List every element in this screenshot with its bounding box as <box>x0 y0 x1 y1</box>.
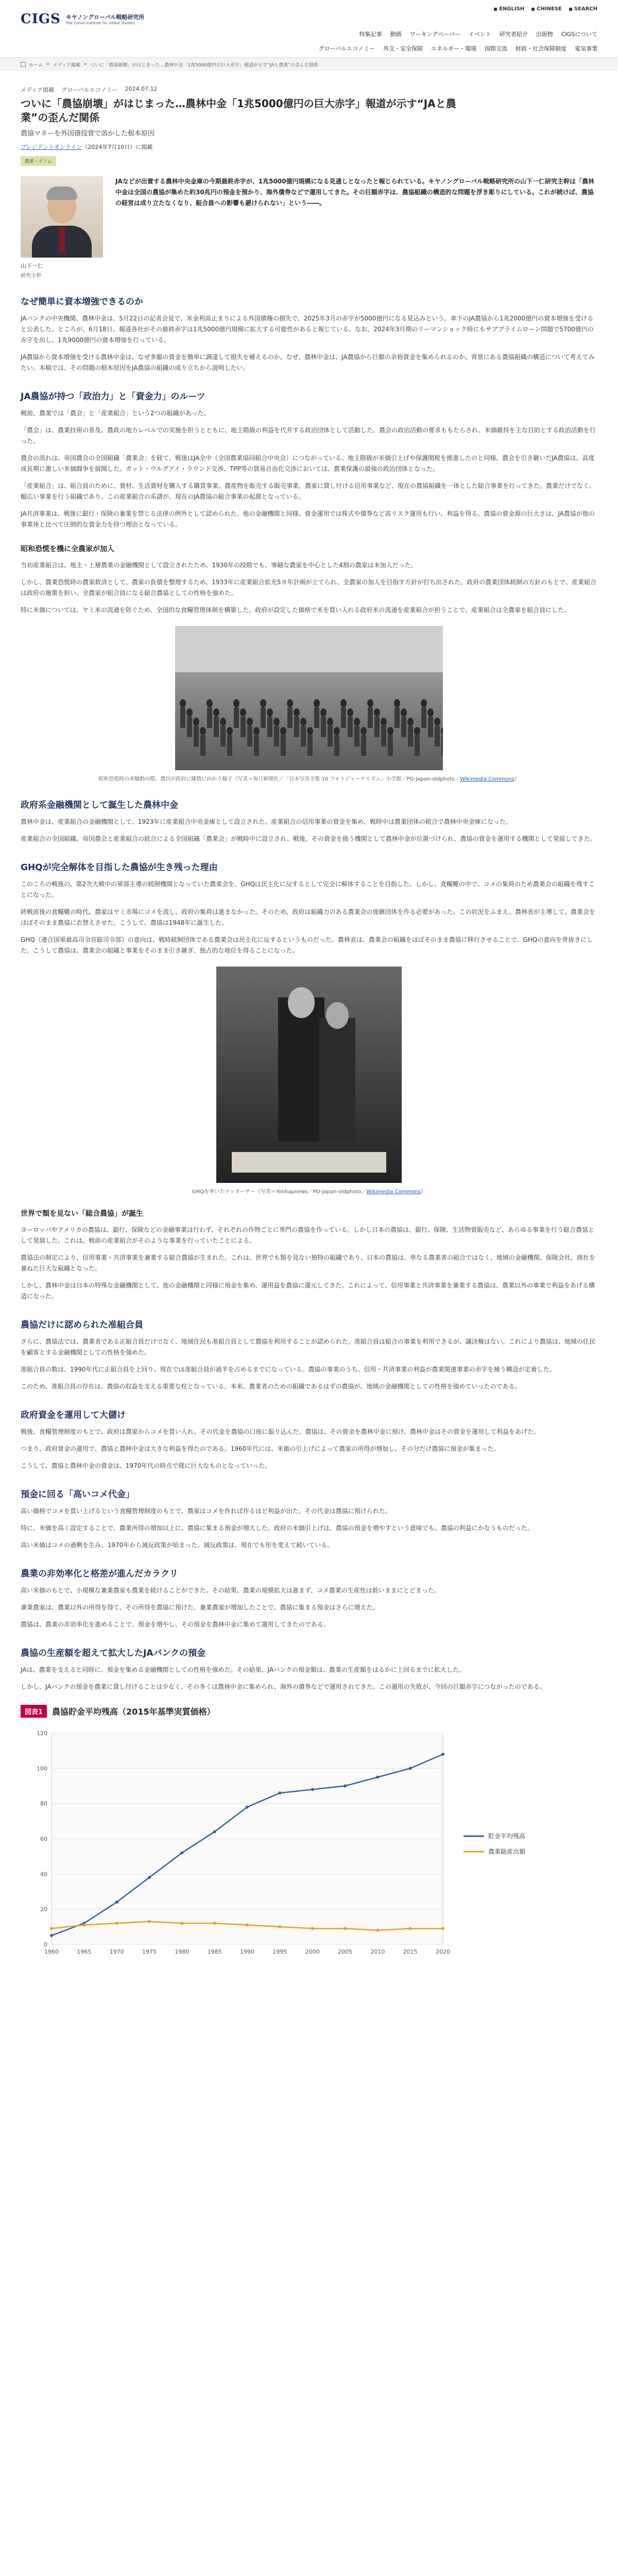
subsection-heading: 昭和恐慌を機に全農家が加入 <box>21 545 114 553</box>
paragraph: 産業組合の全国組織、帝国農会と産業組合の統合による全国組織「農業会」が戦時中に設立され、戦後、その資金を扱う機関として農林中金が位置づけられ、農協の資金を運用する機関として発展してきた。 <box>21 835 596 842</box>
author-role: 研究主幹 <box>21 273 41 279</box>
site-logo[interactable] <box>21 11 144 27</box>
paragraph: ヨーロッパやアメリカの農協は、銀行、保険などの金融事業は行わず、それぞれの作物ごとに専門の農協を作っている。しかし日本の農協は、銀行、保険、生活物資販売など、あらゆる事業を行う総合農協として発展した。これは、戦前の産業組合がそのような事業を行っていたことによる。 <box>21 1226 594 1244</box>
paragraph: しかし、農業恐慌時の農家救済として、農家の負債を整理するため、1933年に産業組合拡充5カ年計画が立てられ、全農家の加入を目指す方針が打ち出された。政府の農業団体統制の方針のもとで、産業組合は政府の施策を担い、全農家が組合員になる総合農協としての性格を強めた。 <box>21 579 596 597</box>
paragraph: 准組合員の数は、1990年代に正組合員を上回り、現在では准組合員が過半を占めるまでになっている。農協の事業のうち、信用・共済事業の利益が農業関連事業の赤字を補う構造が定着した。 <box>21 1366 556 1373</box>
y-tick-label: 40 <box>40 1871 47 1878</box>
y-tick-label: 20 <box>40 1906 47 1913</box>
topic-tag[interactable]: 農業・ゲノム <box>21 156 56 166</box>
source-link[interactable]: プレジデントオンライン <box>21 144 82 150</box>
data-point <box>376 1929 379 1932</box>
figure-caption: GHQを率いたマッカーサー（写真＝Yonhapnews／PD-Japan-oldphoto／Wikimedia Commons） <box>192 1189 426 1195</box>
article-title: ついに「農協崩壊」がはじまった…農林中金「1兆5000億円の巨大赤字」報道が示す“JAと農業”の歪んだ関係 <box>21 97 456 124</box>
nav-diplomacy[interactable]: 外交・安全保障 <box>383 45 423 52</box>
section-heading: 政府系金融機関として誕生した農林中金 <box>21 800 178 810</box>
article-subtitle: 農協マネーを外国債投資で溶かした根本原因 <box>21 130 155 138</box>
paragraph: 農協は、農業の非効率化を進めることで、預金を増やし、その預金を農林中金に集めて運用してきたのである。 <box>21 1621 330 1628</box>
nav-global-economy[interactable]: グローバルエコノミー <box>318 45 375 52</box>
data-point <box>180 1851 183 1854</box>
data-point <box>82 1923 85 1926</box>
data-point <box>148 1920 151 1923</box>
data-point <box>213 1830 216 1833</box>
paragraph: 農会の流れは、帝国農会の全国組織「農業会」を経て、戦後はJA全中（全国農業協同組合中央会）につながっている。地主階級が米価引上げや保護関税を推進したのと同様、農会を引き継いだJA農協は、高度成長期に激しい米価闘争を展開した。ガット・ウルグアイ・ラウンド交渉、TPP等の貿易自由化交渉においては、農業保護の最強の政治団体となった。 <box>21 454 595 472</box>
square-icon <box>531 8 535 11</box>
section-heading: 農協だけに認められた准組合員 <box>21 1320 143 1330</box>
data-point <box>376 1775 379 1778</box>
article-section[interactable]: グローバルエコノミー <box>61 87 118 93</box>
data-point <box>278 1791 281 1794</box>
paragraph: このころの戦後の、第2次大戦中の軍部主導の統制機関となっていた農業会を、GHQは民主化に反するとして完全に解体することを目指した。しかし、食糧難の中で、コメの集荷のため農業会の組織を残すことになった。 <box>21 880 595 899</box>
breadcrumb-home[interactable]: ホーム <box>29 62 43 68</box>
data-point <box>180 1922 183 1925</box>
paragraph: JAは、農業を支えると同時に、預金を集める金融機関としての性格を強めた。その結果、JAバンクの預金額は、農業の生産額をはるかに上回るまでに拡大した。 <box>21 1666 465 1673</box>
data-point <box>278 1925 281 1928</box>
article-body <box>21 294 597 1692</box>
y-tick-label: 100 <box>37 1765 47 1772</box>
paragraph: つまり、政府資金の運用で、農協と農林中金は大きな利益を得たのである。1960年代には、米価の引上げによって農家の所得が増加し、その分だけ農協に預金が集まった。 <box>21 1445 500 1452</box>
paragraph: こうして、農協と農林中金の資金は、1970年代の時点で既に巨大なものとなっていった。 <box>21 1462 271 1469</box>
article-meta <box>21 86 597 94</box>
logo-jp: キヤノングローバル戦略研究所 <box>65 14 145 21</box>
subsection-heading: 世界で類を見ない「総合農協」が誕生 <box>21 1210 143 1218</box>
paragraph: 高い米価のもとで、小規模な兼業農家も農業を続けることができた。その結果、農業の規模拡大は進まず、コメ農業の生産性は低いままにとどまった。 <box>21 1587 440 1594</box>
paragraph: 「産業組合」は、組合員のために、資材、生活資材を購入する購買事業、農産物を販売する販売事業、農家に貸し付ける信用事業など、現在の農協組織を一体とした総合事業を行ってきた。農業だけでなく、幅広い事業を行う組織であり、この産業組合の系譜が、現在のJA農協の総合事業の起源となっている。 <box>21 482 595 500</box>
paragraph: しかし、農林中金は日本の特殊な金融機関として、他の金融機関と同様に預金を集め、運用益を農協に還元してきた。これによって、信用事業と共済事業を兼業する農協は、農業以外の事業で利益をあげる構造になった。 <box>21 1282 595 1300</box>
nav-video[interactable]: 動画 <box>390 31 402 38</box>
section-heading: 農協の生産額を超えて拡大したJAバンクの預金 <box>21 1648 206 1658</box>
y-tick-label: 120 <box>37 1730 47 1737</box>
data-point <box>409 1927 412 1930</box>
historic-photo-crowd <box>175 626 443 770</box>
y-tick-label: 0 <box>44 1941 47 1948</box>
paragraph: 「農会」は、農業技術の普及、農政の地方レベルでの実施を担うとともに、地主階級の利益を代弁する政治団体として活動した。農会の政治活動の要求ももたらされ、米価維持を主な目的とする政治活動を行った。 <box>21 427 596 445</box>
square-icon <box>494 8 497 11</box>
x-tick-label: 2000 <box>305 1948 320 1955</box>
paragraph: さらに、農協法では、農業者である正組合員だけでなく、地域住民も准組合員として農協を利用することが認められた。准組合員は組合の事業を利用できるが、議決権はない。これにより農協は、地域の住民を顧客とする金融機関としての性格を強めた。 <box>21 1338 595 1356</box>
paragraph: 戦前、農業では「農会」と「産業組合」という2つの組織があった。 <box>21 410 210 417</box>
logo-en: The Canon Institute for Global Studies <box>65 21 135 25</box>
lead-text: JAなどが出資する農林中央金庫の今期最終赤字が、1兆5000億円規模になる見通しとなったと報じられている。キヤノングローバル戦略研究所の山下一仁研究主幹は「農林中金は全国の農協が集めた約30兆円の預金を預かり、海外債券などで運用してきた。その巨額赤字は、農協組織の構造的な問題を浮き彫りにしている。これが続けば、農協の経営は成り立たなくなり、組合員への影響も避けられない」という――。 <box>115 178 594 207</box>
nav-events[interactable]: イベント <box>468 31 491 38</box>
nav-features[interactable]: 特集記事 <box>359 31 382 38</box>
x-tick-label: 1970 <box>109 1948 124 1955</box>
nav-electric[interactable]: 電気事業 <box>575 45 597 52</box>
paragraph: 農協法の制定により、信用事業・共済事業を兼業する総合農協が生まれた。これは、世界でも類を見ない独特の組織であり、日本の農協は、単なる農業者の組合ではなく、地域の金融機関、保険会社、商社を兼ねた巨大な組織となった。 <box>21 1254 595 1272</box>
paragraph: 特に、米価を高く設定することで、農業所得の増加以上に、農協に集まる預金が増大した。政府の米価引上げは、農協の預金を増やすという意味でも、農協の利益にかなうものだった。 <box>21 1524 534 1532</box>
data-point <box>344 1785 347 1788</box>
data-point <box>213 1922 216 1925</box>
data-point <box>441 1927 444 1930</box>
search-icon <box>569 8 572 11</box>
data-point <box>311 1927 314 1930</box>
y-tick-label: 80 <box>40 1800 47 1807</box>
paragraph: 当初産業組合は、地主・上層農業の金融機関として設立されたため、1930年の段階でも、零細な農家を中心とした4割の農家は未加入だった。 <box>21 562 417 569</box>
x-tick-label: 1995 <box>272 1948 287 1955</box>
article-date: 2024.07.12 <box>125 86 158 92</box>
x-tick-label: 2005 <box>338 1948 352 1955</box>
data-point <box>246 1806 249 1809</box>
nav-publications[interactable]: 出版物 <box>536 31 553 38</box>
nav-energy[interactable]: エネルギー・環境 <box>431 45 476 52</box>
article-source: プレジデントオンライン（2024年7月10日）に掲載 <box>21 144 153 150</box>
section-heading: 政府資金を運用して大儲け <box>21 1410 126 1420</box>
paragraph: 農林中金は、産業組合の金融機関として、1923年に産業組合中央金庫として設立された。産業組合の信用事業の資金を集め、戦時中は農業団体の統合で農林中央金庫になった。 <box>21 818 512 825</box>
data-point <box>311 1788 314 1791</box>
secondary-nav <box>319 44 597 53</box>
nav-researchers[interactable]: 研究者紹介 <box>499 31 528 38</box>
paragraph: 高い米価はコメの過剰を生み、1970年から減反政策が始まった。減反政策は、現在でも形を変えて続いている。 <box>21 1541 334 1549</box>
section-heading: 農業の非効率化と格差が進んだカラクリ <box>21 1569 178 1579</box>
paragraph: 終戦直後の食糧難の時代、農家はヤミ市場にコメを流し、政府の集荷は進まなかった。そのため、政府は組織力のある農業会の後継団体を作る必要があった。この状況をふまえ、農林省が主導して、農業会をほぼそのまま農協に衣替えさせた。こうして、農協は1948年に誕生した。 <box>21 908 595 926</box>
data-point <box>148 1876 151 1879</box>
chart-title: 農協貯金平均残高（2015年基準実質価格） <box>52 1707 215 1717</box>
site-header <box>0 0 618 58</box>
paragraph: JAバンクの中央機関、農林中金は、5月22日の記者会見で、米金利高止まりによる外国債権の損失で、2025年3月の赤字が5000億円になる見込みという。傘下のJA農協から1兆2000億円の資本増強を受けると公表した。ところが、6月18日、報道各社がその最終赤字は1兆5000億円規模に拡大する可能性があると報じている。なお、2024年3月期のリーマンショック時にもサブプライムローン問題で5700億円の赤字を出し、1兆9000億円の資本増強を行っている。 <box>21 315 594 344</box>
figure-caption: 昭和恐慌時の米騒動の際、農民が政府に陳情に向かう様子（写真＝毎日新聞社／「日本写真全集 10 フォトジャーナリズム」小学館／PD-Japan-oldphoto／Wikimedia Commons） <box>98 776 520 782</box>
author-photo <box>21 176 103 258</box>
logo-mark: CIGS <box>21 11 61 27</box>
utility-links <box>494 6 597 12</box>
legend-label: 貯金平均残高 <box>488 1833 526 1840</box>
paragraph: GHQ（連合国軍最高司令官総司令部）の意向は、戦時統制団体である農業会は民主化に反するというものだった。農林省は、農業会の組織をほぼそのまま農協に移行させることで、GHQの意向を骨抜きにした。こうして農協は、農業会の組織と事業をそのまま引き継ぎ、独占的な地位を得ることになった。 <box>21 936 593 954</box>
paragraph: 戦後、食糧管理制度のもとで、政府は農家からコメを買い入れ、その代金を農協の口座に振り込んだ。農協は、その資金を農林中金に預け、農林中金はその資金を運用して利益をあげた。 <box>21 1428 540 1435</box>
breadcrumb-media[interactable]: メディア掲載 <box>53 62 80 68</box>
paragraph: 高い価格でコメを買い上げるという食糧管理制度のもとで、農家はコメを作れば作るほど利益が出た。その代金は農協に預けられた。 <box>21 1507 391 1515</box>
line-chart <box>21 1718 597 1965</box>
paragraph: 兼業農家は、農業以外の所得を得て、その所得を農協に預けた。兼業農家が増加したことで、農協に集まる預金はさらに増えた。 <box>21 1604 379 1611</box>
article-category[interactable]: メディア掲載 <box>21 87 55 93</box>
util-english[interactable]: ENGLISH <box>494 6 524 12</box>
x-tick-label: 2020 <box>436 1948 450 1955</box>
section-heading: JA農協が持つ「政治力」と「資金力」のルーツ <box>21 392 205 402</box>
x-tick-label: 1975 <box>142 1948 157 1955</box>
data-point <box>441 1753 444 1756</box>
primary-nav <box>359 30 597 38</box>
section-heading: GHQが完全解体を目指した農協が生き残った理由 <box>21 862 218 873</box>
author-name[interactable]: 山下一仁 <box>21 263 43 269</box>
nav-about[interactable]: CIGSについて <box>561 31 597 38</box>
data-point <box>115 1901 118 1904</box>
data-point <box>409 1767 412 1770</box>
paragraph: このため、准組合員の存在は、農協の収益を支える重要な柱となっている。本来、農業者のための組織であるはずの農協が、地域の金融機関としての性格を強めていったのである。 <box>21 1383 521 1390</box>
caption-link[interactable]: Wikimedia Commons <box>460 776 514 782</box>
breadcrumb-current: ついに「農協崩壊」がはじまった…農林中金「1兆5000億円の巨大赤字」報道が示す“JAと農業”の歪んだ関係 <box>90 62 319 68</box>
x-tick-label: 1990 <box>240 1948 254 1955</box>
util-search[interactable]: SEARCH <box>569 6 597 12</box>
paragraph: JA農協から資本増強を受ける農林中金は、なぜ多額の資金を簡単に調達して損失を補えるのか。なぜ、農林中金は、JA農協から巨額の余裕資金を集められるのか。背景にある農協組織の構造について考えてみたい。本稿では、その問題の根本原因をJA農協の組織の成り立ちから説明したい。 <box>21 353 595 371</box>
nav-working-paper[interactable]: ワーキングペーパー <box>409 31 460 38</box>
data-point <box>246 1923 249 1926</box>
paragraph: しかし、JAバンクの預金を農業に貸し付けることは少なく、その多くは農林中金に集められ、海外の債券などで運用されてきた。この運用の失敗が、今回の巨額赤字につながったのである。 <box>21 1683 546 1690</box>
chart-badge: 図表1 <box>21 1705 47 1718</box>
x-tick-label: 2010 <box>370 1948 385 1955</box>
data-point <box>344 1927 347 1930</box>
data-point <box>50 1927 53 1930</box>
figure <box>21 967 597 1195</box>
paragraph: 特に米価については、ヤミ米の流通を防ぐため、全国的な食糧管理体制を構築した。政府が設定した価格で米を買い入れる政府米の流通を産業組合が担うことで、産業組合は全農家を組合員にした。 <box>21 606 571 614</box>
paragraph: JA共済事業は、戦後に銀行・保険の兼業を禁じる法律の例外として認められた。他の金融機関と同様、資金運用では株式や債券など高リスク運用も行い、利益を得る。農協の資金源の巨大さは、JA農協が他の事業体と比べて圧倒的な資金力を持つ理由となっている。 <box>21 510 595 528</box>
author-block <box>21 176 103 279</box>
section-heading: 預金に回る「高いコメ代金」 <box>21 1489 134 1500</box>
figure <box>21 626 597 782</box>
data-point <box>50 1934 53 1937</box>
lead-block <box>21 176 597 279</box>
x-tick-label: 1985 <box>207 1948 222 1955</box>
util-chinese[interactable]: CHINESE <box>531 6 562 12</box>
article <box>0 86 618 1967</box>
breadcrumb: ホーム > メディア掲載 > ついに「農協崩壊」がはじまった…農林中金「1兆5000億円の巨大赤字」報道が示す“JAと農業”の歪んだ関係 <box>0 58 618 71</box>
nav-fiscal[interactable]: 財政・社会保障制度 <box>516 45 566 52</box>
caption-link[interactable]: Wikimedia Commons <box>366 1189 421 1195</box>
section-heading: なぜ簡単に資本増強できるのか <box>21 297 143 307</box>
nav-exchange[interactable]: 国際交流 <box>485 45 507 52</box>
legend-label: 農業総産出額 <box>488 1848 526 1855</box>
x-tick-label: 2015 <box>403 1948 418 1955</box>
x-tick-label: 1980 <box>175 1948 190 1955</box>
home-icon[interactable] <box>21 62 26 67</box>
historic-photo-macarthur <box>216 967 402 1183</box>
chart-block <box>21 1705 597 1967</box>
data-point <box>115 1922 118 1925</box>
x-tick-label: 1960 <box>44 1948 59 1955</box>
y-tick-label: 60 <box>40 1836 47 1842</box>
x-tick-label: 1965 <box>77 1948 92 1955</box>
